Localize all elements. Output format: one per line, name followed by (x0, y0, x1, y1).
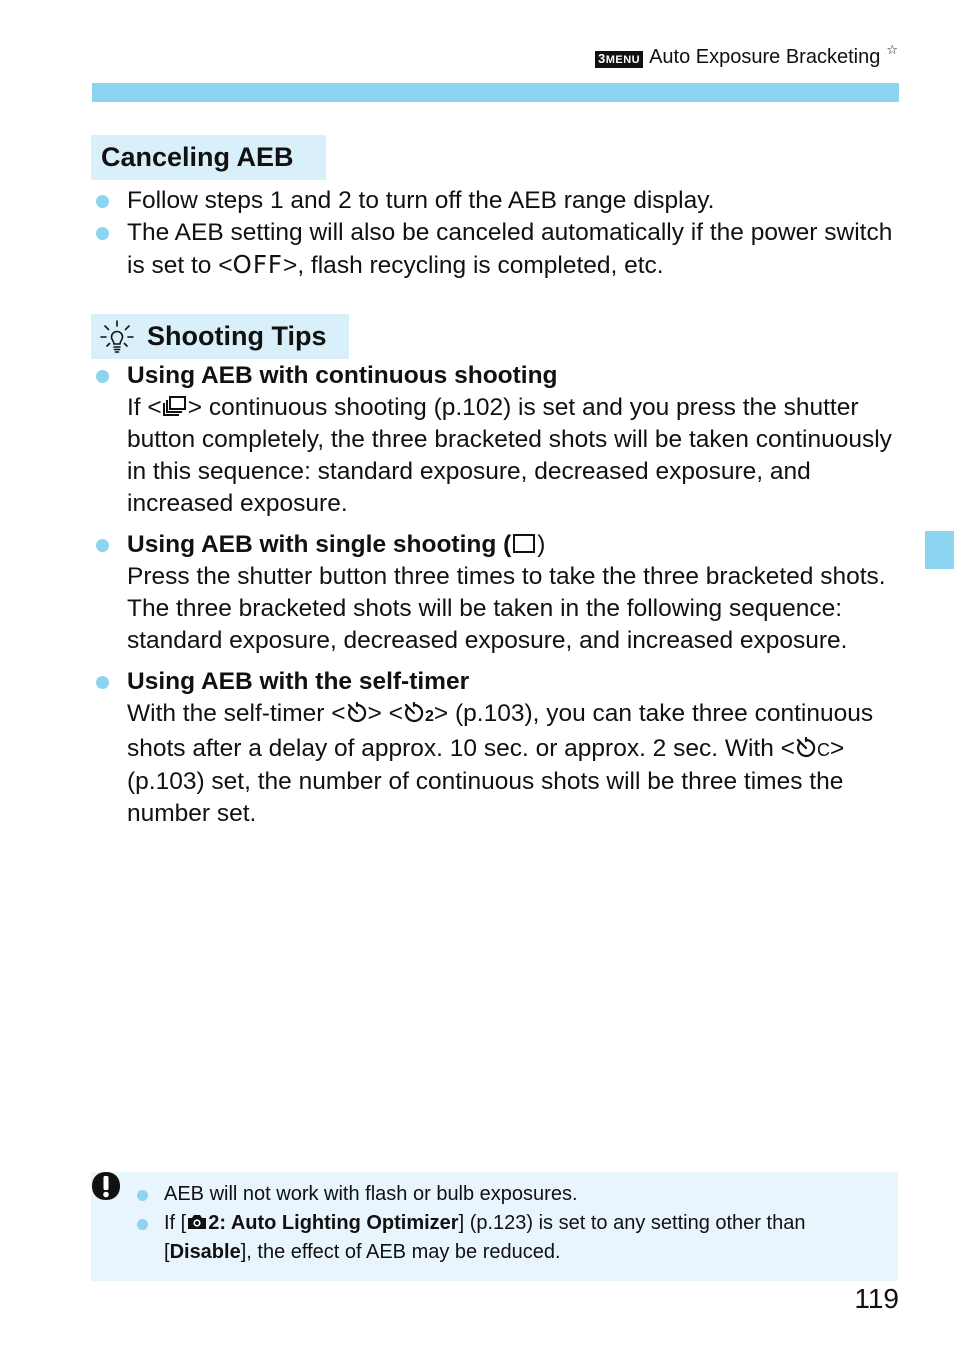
section-heading-canceling: Canceling AEB (91, 135, 326, 180)
tip-body: With the self-timer < > < 2> (p.103), you can take three continuous shots after a delay of approx. 10 sec. or approx. 2 sec. With < C> (p.103) set, the number of continuous shots will be three times the number set. (127, 700, 874, 827)
caution-list (136, 1180, 876, 1267)
lightbulb-icon (99, 319, 135, 355)
bullet-icon (96, 676, 109, 689)
self-timer-icon (346, 702, 368, 724)
list-item (92, 360, 902, 520)
menu-tab-icon: 3MENU (595, 51, 643, 68)
section-heading-tips: Shooting Tips (91, 314, 349, 359)
list-item: If [ 2: Auto Lighting Optimizer] (p.123) is set to any setting other than [Disable], the effect of AEB may be reduced. (136, 1209, 876, 1267)
tip-title: Using AEB with the self-timer (127, 668, 470, 695)
canceling-list (92, 185, 902, 282)
page-number: 119 (854, 1283, 899, 1314)
power-off-symbol: OFF (232, 250, 284, 279)
list-item (92, 529, 902, 657)
single-shooting-icon (513, 534, 535, 553)
tip-body: If < > continuous shooting (p.102) is set and you press the shutter button completely, the three bracketed shots will be taken continuously in this sequence: standard exposure, decreased exposure, and increased exposure. (127, 394, 892, 517)
list-item: The AEB setting will also be canceled automatically if the power switch is set to <OFF>, flash recycling is completed, etc. (92, 217, 902, 282)
bullet-icon (96, 370, 109, 383)
bullet-icon (96, 539, 109, 552)
self-timer-continuous-icon (795, 737, 817, 759)
self-timer-2s-icon (403, 702, 425, 724)
tips-list (92, 360, 902, 830)
bullet-icon (137, 1190, 148, 1201)
bullet-icon (96, 195, 109, 208)
advanced-star-icon: ☆ (886, 42, 898, 57)
list-item: AEB will not work with flash or bulb exposures. (136, 1180, 876, 1209)
bullet-icon (137, 1219, 148, 1230)
tip-title: Using AEB with continuous shooting (127, 362, 558, 389)
bullet-icon (96, 227, 109, 240)
list-item: Follow steps 1 and 2 to turn off the AEB range display. (92, 185, 902, 217)
tip-title: Using AEB with single shooting ( ) (127, 531, 546, 558)
header-rule (92, 83, 899, 102)
header-title: Auto Exposure Bracketing (649, 46, 881, 68)
continuous-shooting-icon (162, 395, 188, 419)
running-header (595, 42, 898, 69)
caution-icon (91, 1171, 121, 1201)
tip-body: Press the shutter button three times to take the three bracketed shots. The three bracketed shots will be taken in the following sequence: standard exposure, decreased exposure, and increased exposure. (127, 563, 886, 654)
camera-icon (186, 1213, 208, 1231)
chapter-tab (925, 531, 954, 569)
list-item (92, 666, 902, 830)
